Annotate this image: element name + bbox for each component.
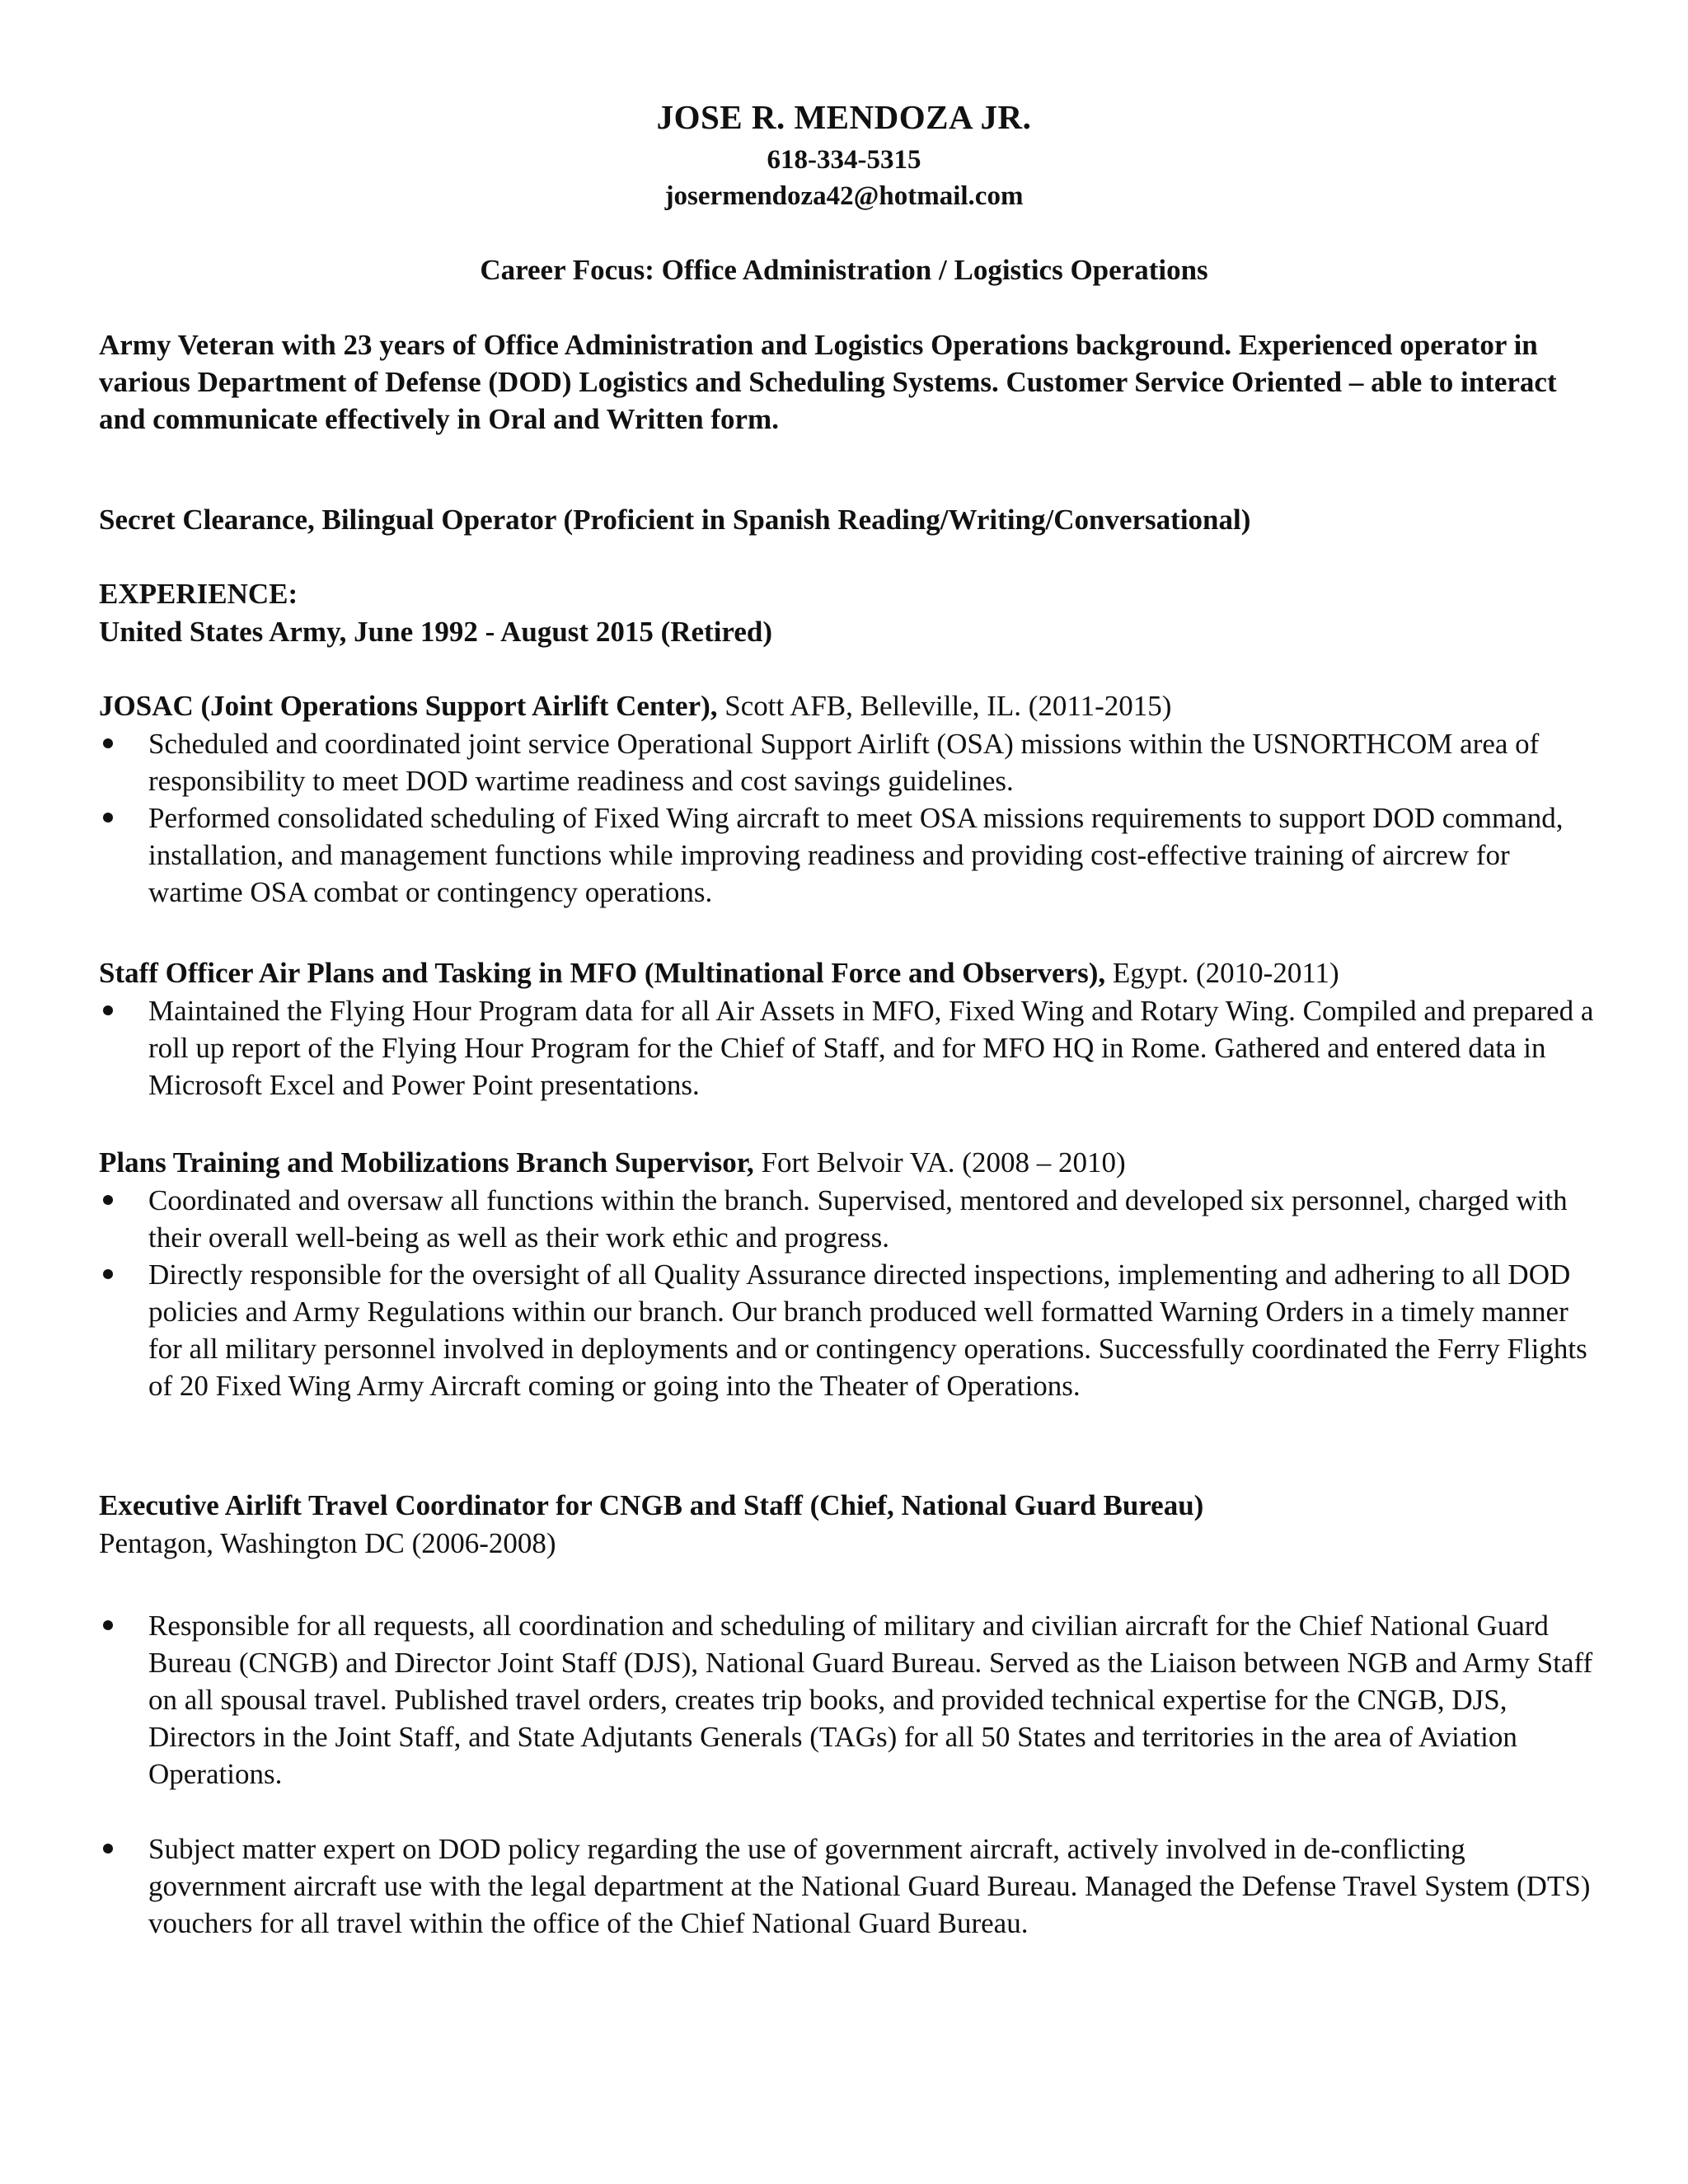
job-location-text: Egypt. (2010-2011) xyxy=(1105,957,1339,989)
bullet-text: Subject matter expert on DOD policy regarding the use of government aircraft, actively involved in de-conflicting government aircraft use with the legal department at the National Guard Bureau. Managed the Defense Travel System (DTS) vouchers for all travel within the office of the Chief National Guard Bureau. xyxy=(148,1833,1591,1939)
email-address: josermendoza42@hotmail.com xyxy=(664,181,1024,211)
bullet-icon xyxy=(103,1620,113,1630)
clearance-line: Secret Clearance, Bilingual Operator (Proficient in Spanish Reading/Writing/Conversational) xyxy=(99,504,1251,536)
list-item xyxy=(99,725,1599,799)
job-title-executive-airlift xyxy=(99,1487,1599,1524)
bullet-icon xyxy=(103,738,113,748)
list-item xyxy=(99,1182,1599,1256)
bullet-text: Directly responsible for the oversight of all Quality Assurance directed inspections, implementing and adhering to all DOD policies and Army Regulations within our branch. Our branch produced well formatted Warning Orders in a timely manner for all military personnel involved in deployments and or contingency operations. Successfully coordinated the Ferry Flights of 20 Fixed Wing Army Aircraft coming or going into the Theater of Operations. xyxy=(148,1258,1587,1402)
candidate-name: JOSE R. MENDOZA JR. xyxy=(656,98,1032,136)
employer-line: United States Army, June 1992 - August 2015 (Retired) xyxy=(99,616,772,648)
bullet-text: Responsible for all requests, all coordination and scheduling of military and civilian aircraft for the Chief National Guard Bureau (CNGB) and Director Joint Staff (DJS), National Guard Bureau. Served as the Liaison between NGB and Army Staff on all spousal travel. Published travel orders, creates trip books, and provided technical expertise for the CNGB, DJS, Directors in the Joint Staff, and State Adjutants Generals (TAGs) for all 50 States and territories in the area of Aviation Operations. xyxy=(148,1610,1593,1790)
bullet-text: Maintained the Flying Hour Program data for all Air Assets in MFO, Fixed Wing and Rotary Wing. Compiled and prepared a roll up report of the Flying Hour Program for the Chief of Staff, and for MFO HQ in Rome. Gathered and entered data in Microsoft Excel and Power Point presentations. xyxy=(148,995,1594,1101)
list-item xyxy=(99,1256,1599,1404)
job-title-text: Staff Officer Air Plans and Tasking in MFO (Multinational Force and Observers), xyxy=(99,957,1106,989)
bullet-icon xyxy=(103,1005,113,1015)
list-item xyxy=(99,1607,1599,1793)
list-item xyxy=(99,992,1599,1104)
bullet-text: Coordinated and oversaw all functions within the branch. Supervised, mentored and developed six personnel, charged with their overall well-being as well as their work ethic and progress. xyxy=(148,1184,1568,1254)
job-bullets-executive-airlift xyxy=(99,1607,1599,1942)
job-title-text: Plans Training and Mobilizations Branch Supervisor, xyxy=(99,1146,754,1179)
job-title-mfo xyxy=(99,954,1599,991)
job-title-text: Executive Airlift Travel Coordinator for CNGB and Staff (Chief, National Guard Bureau) xyxy=(99,1489,1204,1521)
job-bullets-mfo xyxy=(99,992,1599,1104)
experience-heading: EXPERIENCE: xyxy=(99,578,298,610)
bullet-icon xyxy=(103,1844,113,1854)
bullet-icon xyxy=(103,813,113,823)
job-title-josac xyxy=(99,687,1599,724)
job-title-text: JOSAC (Joint Operations Support Airlift Center), xyxy=(99,690,718,722)
job-location-line: Pentagon, Washington DC (2006-2008) xyxy=(99,1527,556,1559)
bullet-text: Scheduled and coordinated joint service Operational Support Airlift (OSA) missions within the USNORTHCOM area of responsibility to meet DOD wartime readiness and cost savings guidelines. xyxy=(148,728,1540,797)
bullet-icon xyxy=(103,1269,113,1279)
job-bullets-plans-training xyxy=(99,1182,1599,1404)
bullet-text: Performed consolidated scheduling of Fixed Wing aircraft to meet OSA missions requirements to support DOD command, installation, and management functions while improving readiness and providing cost-effective training of aircrew for wartime OSA combat or contingency operations. xyxy=(148,802,1564,908)
summary-paragraph: Army Veteran with 23 years of Office Administration and Logistics Operations background. Experienced operator in various Department of Defense (DOD) Logistics and Scheduling Systems. Customer Service Oriented – able to interact and communicate effectively in Oral and Written form. xyxy=(99,329,1557,435)
list-item xyxy=(99,799,1599,911)
career-focus: Career Focus: Office Administration / Logistics Operations xyxy=(480,254,1208,286)
job-bullets-josac xyxy=(99,725,1599,911)
phone-number: 618-334-5315 xyxy=(767,145,921,175)
job-location-text: Fort Belvoir VA. (2008 – 2010) xyxy=(753,1146,1126,1179)
job-location-text: Scott AFB, Belleville, IL. (2011-2015) xyxy=(717,690,1172,722)
list-item xyxy=(99,1830,1599,1942)
bullet-icon xyxy=(103,1195,113,1205)
job-title-plans-training xyxy=(99,1144,1599,1181)
